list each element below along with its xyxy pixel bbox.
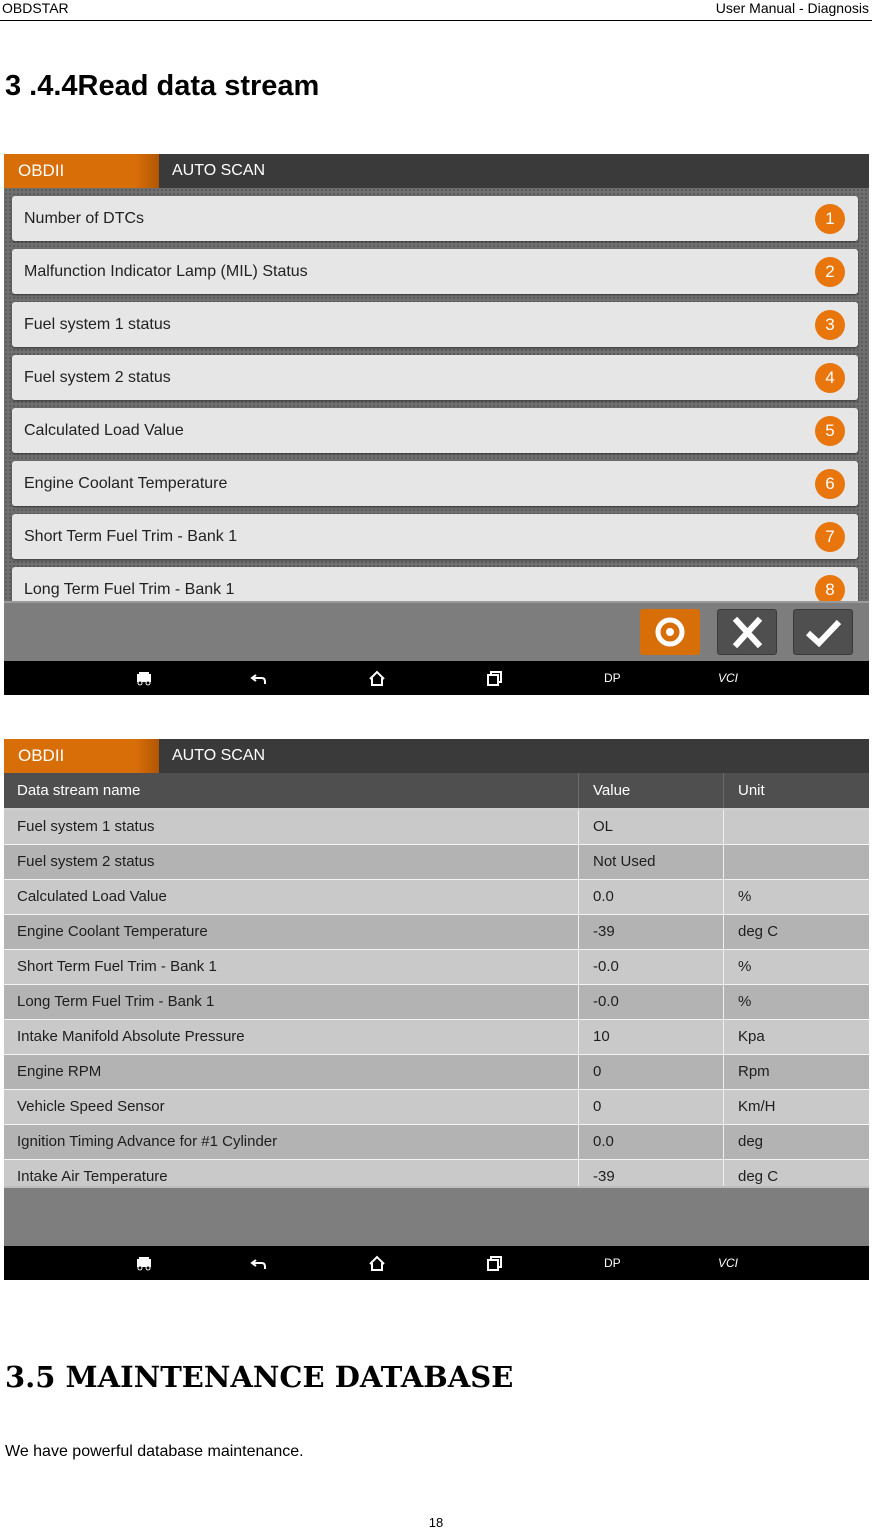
selection-badge: 3 bbox=[815, 310, 845, 340]
checkmark-icon bbox=[794, 610, 854, 656]
cell-name: Fuel system 2 status bbox=[17, 853, 155, 870]
list-item-label: Malfunction Indicator Lamp (MIL) Status bbox=[24, 263, 308, 280]
page-number: 18 bbox=[428, 1515, 444, 1530]
system-nav-bar bbox=[4, 1246, 869, 1280]
recent-apps-icon[interactable] bbox=[485, 1254, 505, 1272]
table-row[interactable] bbox=[4, 810, 869, 845]
column-header-value: Value bbox=[593, 782, 631, 799]
list-item-label: Number of DTCs bbox=[24, 210, 145, 227]
tab-obdii[interactable]: OBDII bbox=[4, 739, 159, 773]
data-stream-list[interactable] bbox=[4, 188, 869, 601]
list-item[interactable] bbox=[12, 302, 858, 347]
cell-name: Fuel system 1 status bbox=[17, 818, 155, 835]
selection-badge: 5 bbox=[815, 416, 845, 446]
cell-unit: % bbox=[738, 888, 752, 905]
top-bar bbox=[4, 739, 869, 773]
screen-title: AUTO SCAN bbox=[172, 747, 266, 764]
close-icon bbox=[718, 610, 778, 656]
selection-badge: 6 bbox=[815, 469, 845, 499]
action-toolbar bbox=[4, 601, 869, 661]
record-icon bbox=[640, 609, 700, 655]
cell-value: -39 bbox=[593, 923, 615, 940]
list-item-label: Fuel system 1 status bbox=[24, 316, 171, 333]
cell-value: 0.0 bbox=[593, 1133, 614, 1150]
top-bar bbox=[4, 154, 869, 188]
car-icon[interactable] bbox=[134, 1254, 154, 1272]
section2-paragraph: We have powerful database maintenance. bbox=[5, 1443, 304, 1460]
table-row[interactable] bbox=[4, 880, 869, 915]
cell-value: 0.0 bbox=[593, 888, 614, 905]
list-item[interactable] bbox=[12, 196, 858, 241]
cancel-button[interactable] bbox=[717, 609, 777, 655]
selection-badge: 7 bbox=[815, 522, 845, 552]
tab-obdii[interactable]: OBDII bbox=[4, 154, 159, 188]
list-item-label: Calculated Load Value bbox=[24, 422, 184, 439]
cell-unit: Rpm bbox=[738, 1063, 770, 1080]
cell-name: Long Term Fuel Trim - Bank 1 bbox=[17, 993, 215, 1010]
list-item[interactable] bbox=[12, 408, 858, 453]
screenshot-data-table bbox=[4, 739, 869, 1280]
home-icon[interactable] bbox=[367, 1254, 387, 1272]
screen-title: AUTO SCAN bbox=[172, 162, 266, 179]
table-header bbox=[4, 773, 869, 808]
cell-value: 0 bbox=[593, 1098, 602, 1115]
selection-badge: 4 bbox=[815, 363, 845, 393]
screenshot-item-list bbox=[4, 154, 869, 695]
header-doc-title: User Manual - Diagnosis bbox=[715, 0, 869, 16]
cell-name: Intake Air Temperature bbox=[17, 1168, 168, 1185]
cell-value: Not Used bbox=[593, 853, 656, 870]
confirm-button[interactable] bbox=[793, 609, 853, 655]
section-title: 3 .4.4Read data stream bbox=[5, 70, 320, 102]
cell-value: 10 bbox=[593, 1028, 610, 1045]
selection-badge: 2 bbox=[815, 257, 845, 287]
table-row[interactable] bbox=[4, 1125, 869, 1160]
home-icon[interactable] bbox=[367, 669, 387, 687]
cell-name: Engine Coolant Temperature bbox=[17, 923, 208, 940]
cell-unit: Kpa bbox=[738, 1028, 765, 1045]
action-toolbar bbox=[4, 1186, 869, 1246]
data-stream-table[interactable] bbox=[4, 810, 869, 1186]
cell-unit: % bbox=[738, 993, 752, 1010]
cell-value: -39 bbox=[593, 1168, 615, 1185]
page-header bbox=[0, 0, 872, 21]
vci-status: VCI bbox=[718, 1256, 739, 1270]
table-row[interactable] bbox=[4, 1020, 869, 1055]
car-icon[interactable] bbox=[134, 669, 154, 687]
table-row[interactable] bbox=[4, 1090, 869, 1125]
table-row[interactable] bbox=[4, 915, 869, 950]
vci-status: VCI bbox=[718, 671, 739, 685]
cell-value: 0 bbox=[593, 1063, 602, 1080]
list-item-label: Engine Coolant Temperature bbox=[24, 475, 228, 492]
cell-unit: deg bbox=[738, 1133, 764, 1150]
list-item-label: Short Term Fuel Trim - Bank 1 bbox=[24, 528, 238, 545]
column-header-unit: Unit bbox=[738, 782, 765, 799]
back-icon[interactable] bbox=[250, 1254, 270, 1272]
cell-name: Vehicle Speed Sensor bbox=[17, 1098, 165, 1115]
section2-title: 3.5 MAINTENANCE DATABASE bbox=[5, 1360, 514, 1394]
record-button[interactable] bbox=[640, 609, 700, 655]
table-row[interactable] bbox=[4, 1160, 869, 1186]
cell-value: -0.0 bbox=[593, 993, 619, 1010]
cell-unit: % bbox=[738, 958, 752, 975]
cell-name: Intake Manifold Absolute Pressure bbox=[17, 1028, 245, 1045]
cell-name: Ignition Timing Advance for #1 Cylinder bbox=[17, 1133, 278, 1150]
table-row[interactable] bbox=[4, 1055, 869, 1090]
list-item-label: Fuel system 2 status bbox=[24, 369, 171, 386]
cell-unit: Km/H bbox=[738, 1098, 776, 1115]
header-brand: OBDSTAR bbox=[2, 0, 69, 16]
list-item[interactable] bbox=[12, 461, 858, 506]
table-row[interactable] bbox=[4, 950, 869, 985]
list-item[interactable] bbox=[12, 355, 858, 400]
cell-unit: deg C bbox=[738, 1168, 779, 1185]
dp-button[interactable]: DP bbox=[604, 1256, 621, 1270]
list-item[interactable] bbox=[12, 249, 858, 294]
cell-name: Short Term Fuel Trim - Bank 1 bbox=[17, 958, 217, 975]
table-row[interactable] bbox=[4, 845, 869, 880]
column-header-name: Data stream name bbox=[17, 782, 141, 799]
cell-value: -0.0 bbox=[593, 958, 619, 975]
list-item-label: Long Term Fuel Trim - Bank 1 bbox=[24, 581, 235, 598]
dp-button[interactable]: DP bbox=[604, 671, 621, 685]
cell-value: OL bbox=[593, 818, 614, 835]
table-row[interactable] bbox=[4, 985, 869, 1020]
cell-name: Calculated Load Value bbox=[17, 888, 167, 905]
recent-apps-icon[interactable] bbox=[485, 669, 505, 687]
list-item[interactable] bbox=[12, 514, 858, 559]
system-nav-bar bbox=[4, 661, 869, 695]
cell-unit: deg C bbox=[738, 923, 779, 940]
cell-name: Engine RPM bbox=[17, 1063, 102, 1080]
list-item[interactable] bbox=[12, 567, 858, 601]
selection-badge: 1 bbox=[815, 204, 845, 234]
back-icon[interactable] bbox=[250, 669, 270, 687]
selection-badge: 8 bbox=[815, 575, 845, 601]
